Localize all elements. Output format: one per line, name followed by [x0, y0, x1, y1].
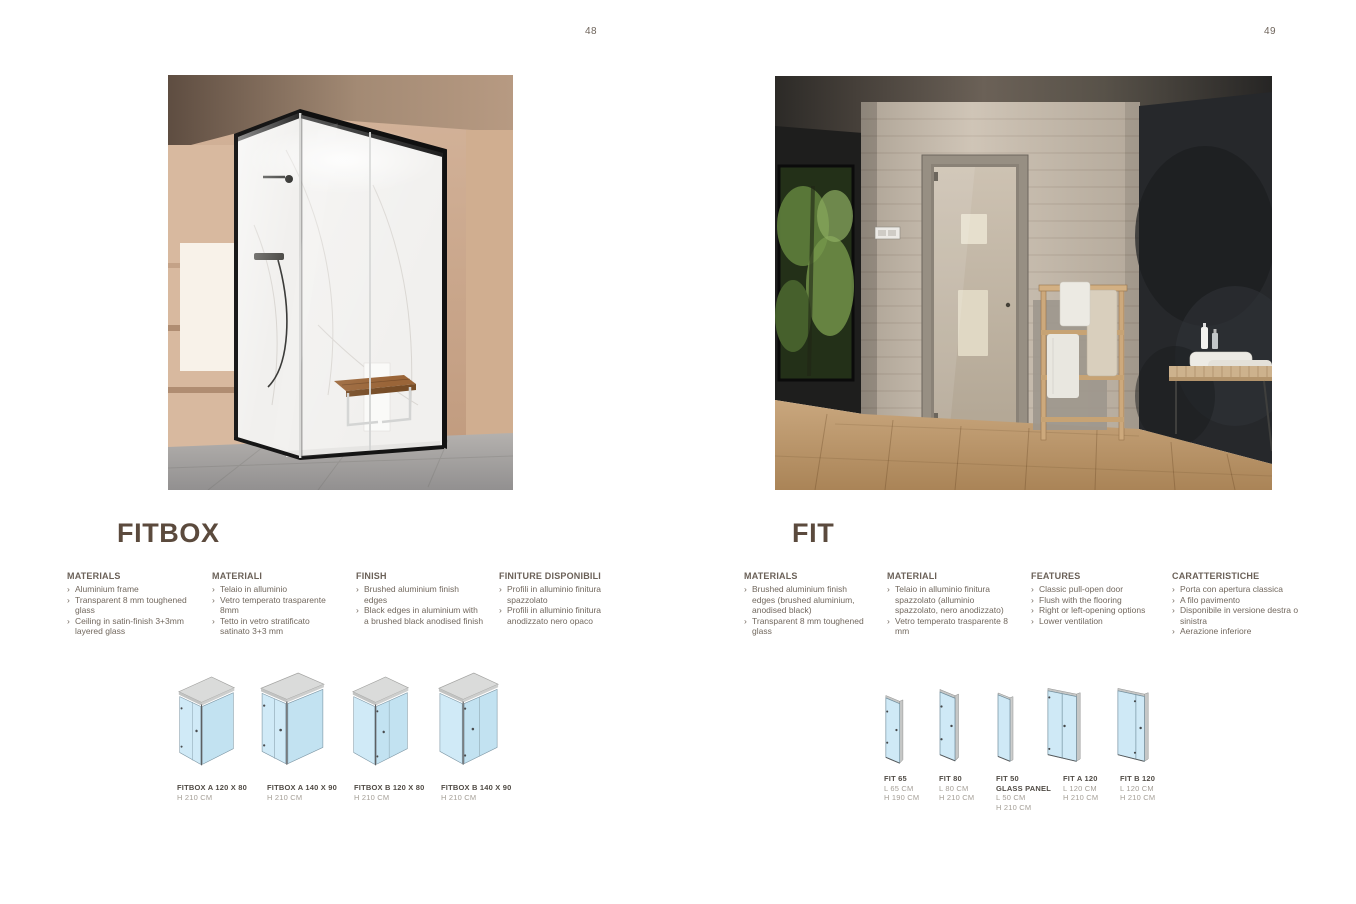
fit-b-120-diagram — [1116, 686, 1152, 768]
page-number-left: 48 — [585, 26, 598, 37]
column-heading: FEATURES — [1031, 571, 1081, 581]
fitbox-b-120x80-diagram — [351, 676, 411, 782]
spec-item: › Lower ventilation — [1031, 616, 1161, 627]
spec-item: › Ceiling in satin-finish 3+3mm layered glass — [67, 616, 195, 637]
fit-features-column — [1031, 571, 1161, 626]
fitbox-finiture-column — [499, 571, 623, 626]
fitbox-a-140x90-diagram — [259, 672, 327, 782]
fitbox-title: FITBOX — [117, 518, 220, 548]
spec-item: › Profili in alluminio finitura anodizzato nero opaco — [499, 605, 623, 626]
spec-item: › Classic pull-open door — [1031, 584, 1161, 595]
column-heading: MATERIALI — [887, 571, 938, 581]
spec-item: › Right or left-opening options — [1031, 605, 1161, 616]
fit-materiali-column — [887, 571, 1019, 637]
fit-80-label: FIT 80 L 80 CM H 210 CM — [939, 774, 975, 802]
fit-a-120-label: FIT A 120 L 120 CM H 210 CM — [1063, 774, 1099, 802]
page-number-right: 49 — [1264, 26, 1277, 37]
fitbox-materials-column — [67, 571, 195, 637]
fitbox-materiali-column — [212, 571, 340, 637]
fitbox-a-140x90-label: FITBOX A 140 X 90 H 210 CM — [267, 783, 337, 802]
fit-50-glass-panel-diagram — [996, 691, 1016, 768]
spec-item: › Brushed aluminium finish edges — [356, 584, 484, 605]
fit-65-label: FIT 65 L 65 CM H 190 CM — [884, 774, 920, 802]
spec-item: › Aerazione inferiore — [1172, 626, 1304, 637]
fitbox-product-photo — [168, 75, 513, 490]
column-heading: CARATTERISTICHE — [1172, 571, 1260, 581]
spec-item: › Porta con apertura classica — [1172, 584, 1304, 595]
spec-item: › Telaio in alluminio — [212, 584, 340, 595]
spec-item: › Disponibile in versione destra o sinistra — [1172, 605, 1304, 626]
fitbox-a-120x80-diagram — [177, 676, 237, 782]
fitbox-finish-column — [356, 571, 484, 626]
fit-materials-column — [744, 571, 872, 637]
spec-item: › Brushed aluminium finish edges (brushed aluminium, anodised black) — [744, 584, 872, 616]
spec-item: › Profili in alluminio finitura spazzolato — [499, 584, 623, 605]
fit-a-120-diagram — [1046, 686, 1084, 768]
fit-65-diagram — [884, 694, 908, 770]
fit-caratteristiche-column — [1172, 571, 1304, 637]
fit-50-glass-panel-label: FIT 50 GLASS PANEL L 50 CM H 210 CM — [996, 774, 1051, 812]
fitbox-b-140x90-diagram — [437, 672, 501, 782]
spec-item: › Vetro temperato trasparente 8 mm — [887, 616, 1019, 637]
fit-product-photo — [775, 76, 1272, 490]
spec-item: › Tetto in vetro stratificato satinato 3+3 mm — [212, 616, 340, 637]
spec-item: › Black edges in aluminium with a brushed black anodised finish — [356, 605, 484, 626]
spec-item: › Vetro temperato trasparente 8mm — [212, 595, 340, 616]
spec-item: › Telaio in alluminio finitura spazzolato (alluminio spazzolato, nero anodizzato) — [887, 584, 1019, 616]
column-heading: FINITURE DISPONIBILI — [499, 571, 602, 581]
spec-item: › Transparent 8 mm toughened glass — [744, 616, 872, 637]
fitbox-b-120x80-label: FITBOX B 120 X 80 H 210 CM — [354, 783, 425, 802]
spec-item: › Flush with the flooring — [1031, 595, 1161, 606]
spec-item: › Aluminium frame — [67, 584, 195, 595]
fit-80-diagram — [938, 688, 964, 768]
fit-title: FIT — [792, 518, 835, 548]
spec-item: › Transparent 8 mm toughened glass — [67, 595, 195, 616]
fit-b-120-label: FIT B 120 L 120 CM H 210 CM — [1120, 774, 1156, 802]
column-heading: MATERIALI — [212, 571, 263, 581]
fitbox-b-140x90-label: FITBOX B 140 X 90 H 210 CM — [441, 783, 512, 802]
fit-photo-illustration — [775, 76, 1272, 490]
spec-item: › A filo pavimento — [1172, 595, 1304, 606]
column-heading: MATERIALS — [744, 571, 798, 581]
column-heading: MATERIALS — [67, 571, 121, 581]
fitbox-photo-illustration — [168, 75, 513, 490]
fitbox-a-120x80-label: FITBOX A 120 X 80 H 210 CM — [177, 783, 247, 802]
column-heading: FINISH — [356, 571, 387, 581]
